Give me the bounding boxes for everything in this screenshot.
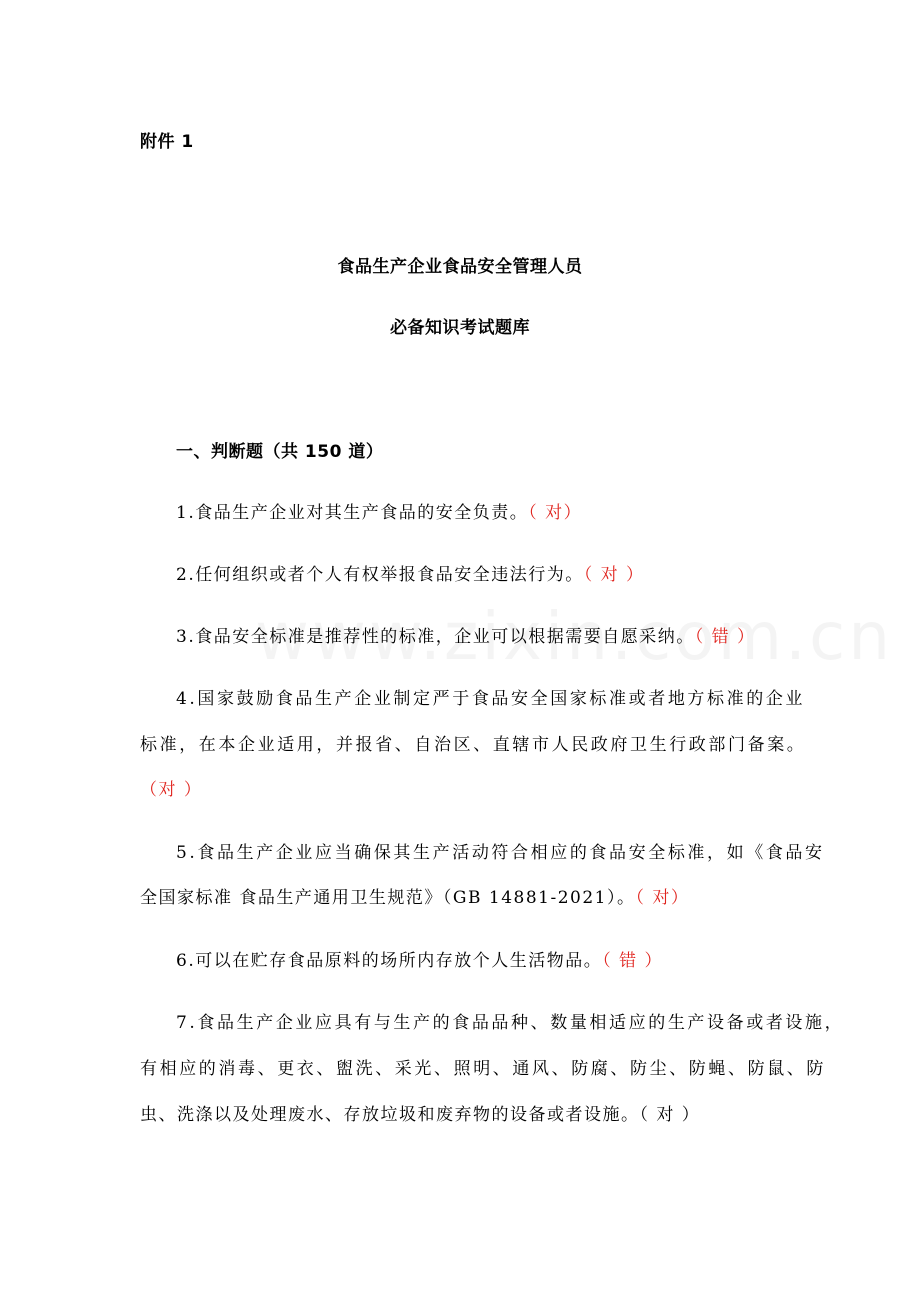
- answer-mark: （ 对 ）: [583, 565, 645, 585]
- question-item: [176, 563, 645, 587]
- doc-title-line2: 必备知识考试题库: [390, 318, 530, 338]
- question-text-line: 5.食品生产企业应当确保其生产活动符合相应的食品安全标准，如《食品安: [176, 843, 825, 863]
- question-text-line: 有相应的消毒、更衣、盥洗、采光、照明、通风、防腐、防尘、防蝇、防鼠、防: [140, 1059, 826, 1079]
- question-text: 3.食品安全标准是推荐性的标准，企业可以根据需要自愿采纳。: [176, 627, 695, 647]
- question-text-line: 标准，在本企业适用，并报省、自治区、直辖市人民政府卫生行政部门备案。: [140, 735, 807, 755]
- question-text: 2.任何组织或者个人有权举报食品安全违法行为。: [176, 565, 584, 585]
- question-text: 6.可以在贮存食品原料的场所内存放个人生活物品。: [176, 951, 603, 971]
- question-text-line: 全国家标准 食品生产通用卫生规范》（GB 14881-2021）。: [140, 888, 636, 908]
- answer-mark: （ 对）: [528, 503, 583, 523]
- question-item: [176, 625, 756, 649]
- question-text-line: 虫、洗涤以及处理废水、存放垃圾和废弃物的设备或者设施。（ 对 ）: [140, 1105, 701, 1125]
- attachment-label: 附件 1: [140, 132, 194, 152]
- section-heading: 一、判断题（共 150 道）: [176, 442, 384, 462]
- question-text: 1.食品生产企业对其生产食品的安全负责。: [176, 503, 529, 523]
- question-item: [176, 949, 663, 973]
- answer-mark: （ 错 ）: [694, 627, 756, 647]
- answer-mark: （ 错 ）: [602, 951, 664, 971]
- question-item: [140, 886, 689, 910]
- doc-title-line1: 食品生产企业食品安全管理人员: [337, 257, 583, 277]
- answer-mark: （对 ）: [140, 780, 203, 800]
- question-text-line: 4.国家鼓励食品生产企业制定严于食品安全国家标准或者地方标准的企业: [176, 689, 806, 709]
- answer-mark: （ 对）: [635, 888, 690, 908]
- question-text-line: 7.食品生产企业应具有与生产的食品品种、数量相适应的生产设备或者设施，: [176, 1013, 845, 1033]
- question-item: [176, 501, 582, 525]
